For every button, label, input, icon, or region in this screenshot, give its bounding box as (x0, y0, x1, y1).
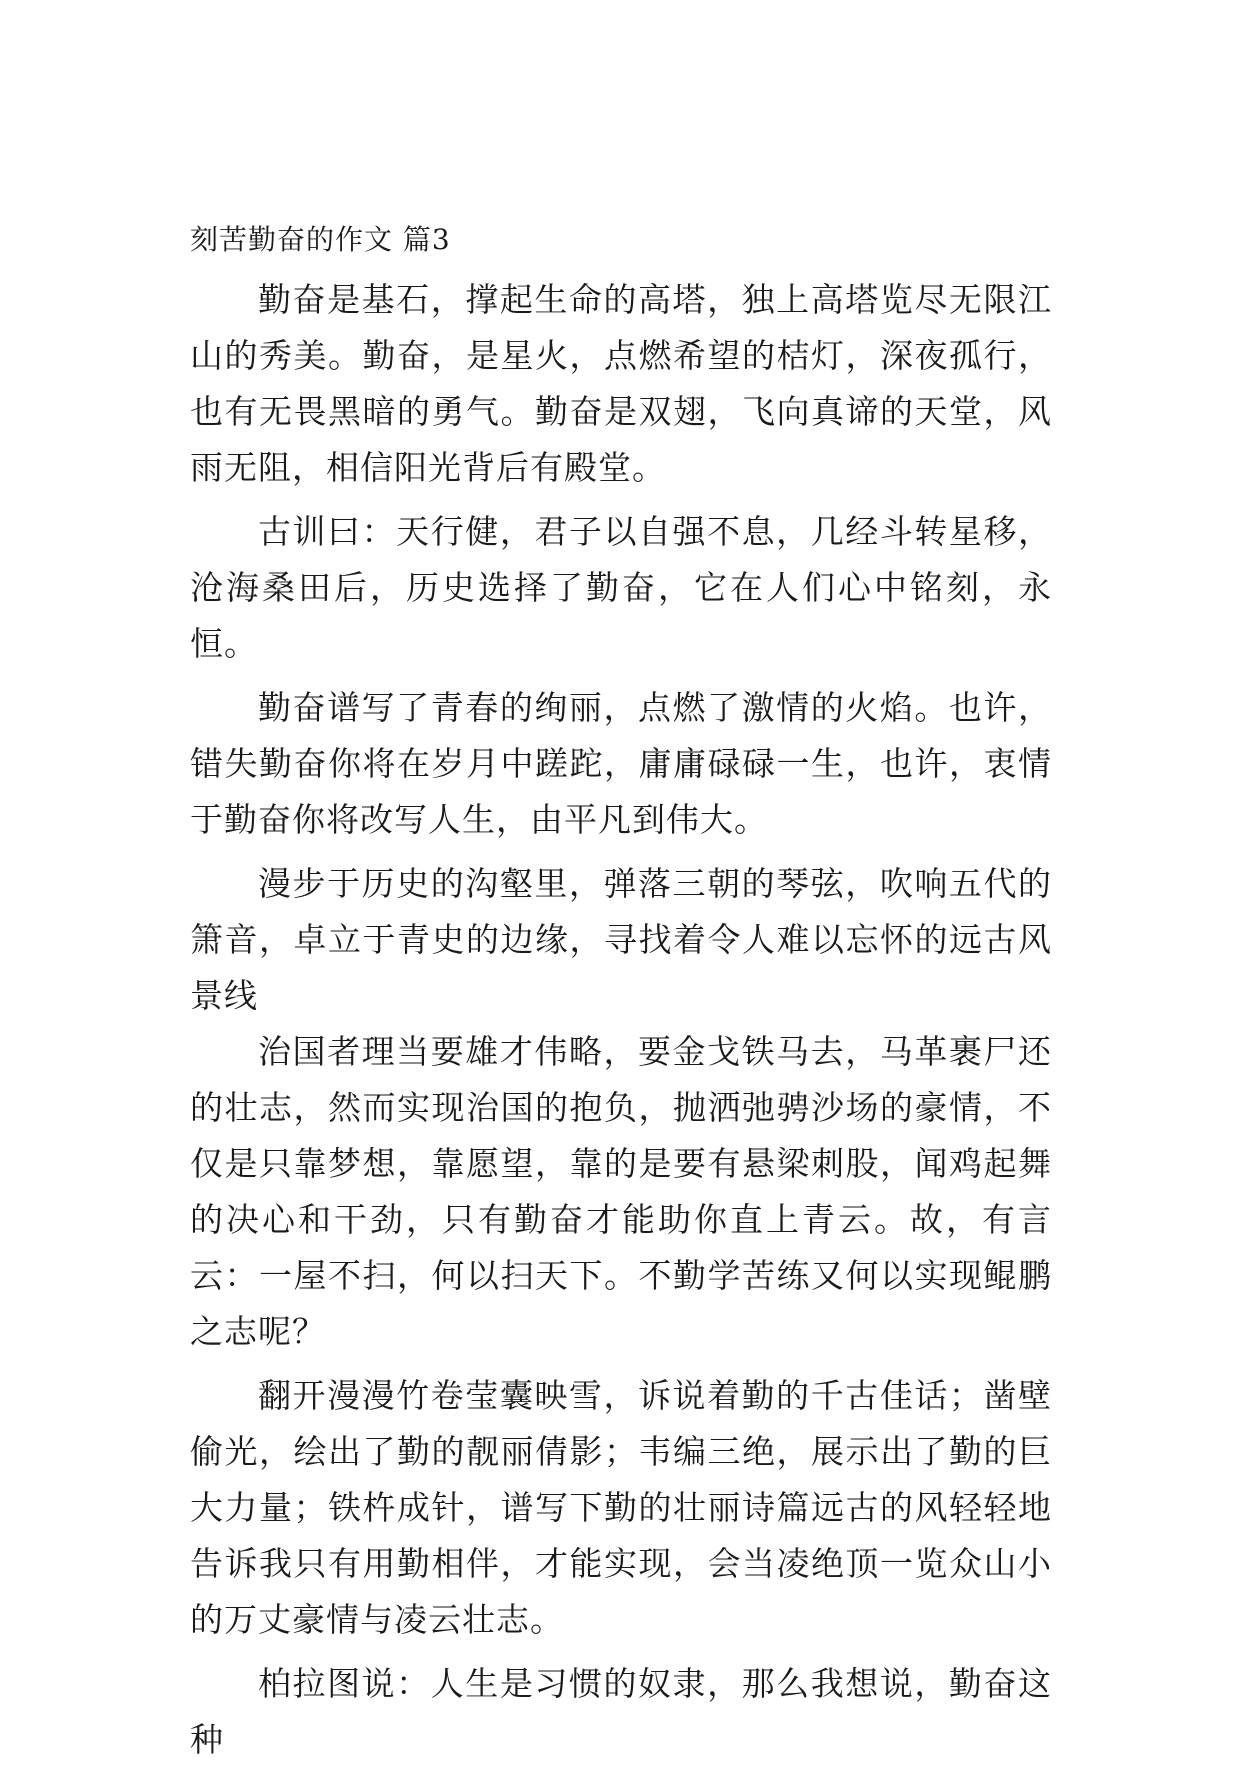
paragraph-4: 漫步于历史的沟壑里，弹落三朝的琴弦，吹响五代的箫音，卓立于青史的边缘，寻找着令人难以忘怀的远古风景线 (190, 864, 1052, 1015)
paragraph-1: 勤奋是基石，撑起生命的高塔，独上高塔览尽无限江山的秀美。勤奋，是星火，点燃希望的桔灯，深夜孤行，也有无畏黑暗的勇气。勤奋是双翅，飞向真谛的天堂，风雨无阻，相信阳光背后有殿堂。 (190, 280, 1052, 487)
paragraph-6: 翻开漫漫竹卷莹囊映雪，诉说着勤的千古佳话；凿壁偷光，绘出了勤的靓丽倩影；韦编三绝，展示出了勤的巨大力量；铁杵成针，谱写下勤的壮丽诗篇远古的风轻轻地告诉我只有用勤相伴，才能实现，会当凌绝顶一览众山小的万丈豪情与凌云壮志。 (190, 1376, 1052, 1639)
paragraph-5: 治国者理当要雄才伟略，要金戈铁马去，马革裹尸还的壮志，然而实现治国的抱负，抛洒弛骋沙场的豪情，不仅是只靠梦想，靠愿望，靠的是要有悬梁刺股，闻鸡起舞的决心和干劲，只有勤奋才能助你直上青云。故，有言云：一屋不扫，何以扫天下。不勤学苦练又何以实现鲲鹏之志呢？ (190, 1032, 1052, 1351)
paragraph-3: 勤奋谱写了青春的绚丽，点燃了激情的火焰。也许，错失勤奋你将在岁月中蹉跎，庸庸碌碌一生，也许，衷情于勤奋你将改写人生，由平凡到伟大。 (190, 688, 1052, 839)
document-page (190, 220, 1052, 1768)
document-title: 刻苦勤奋的作文 篇3 (190, 223, 451, 256)
paragraph-7: 柏拉图说：人生是习惯的奴隶，那么我想说，勤奋这种 (190, 1664, 1052, 1759)
paragraph-2: 古训曰：天行健，君子以自强不息，几经斗转星移，沧海桑田后，历史选择了勤奋，它在人们心中铭刻，永恒。 (190, 512, 1052, 663)
